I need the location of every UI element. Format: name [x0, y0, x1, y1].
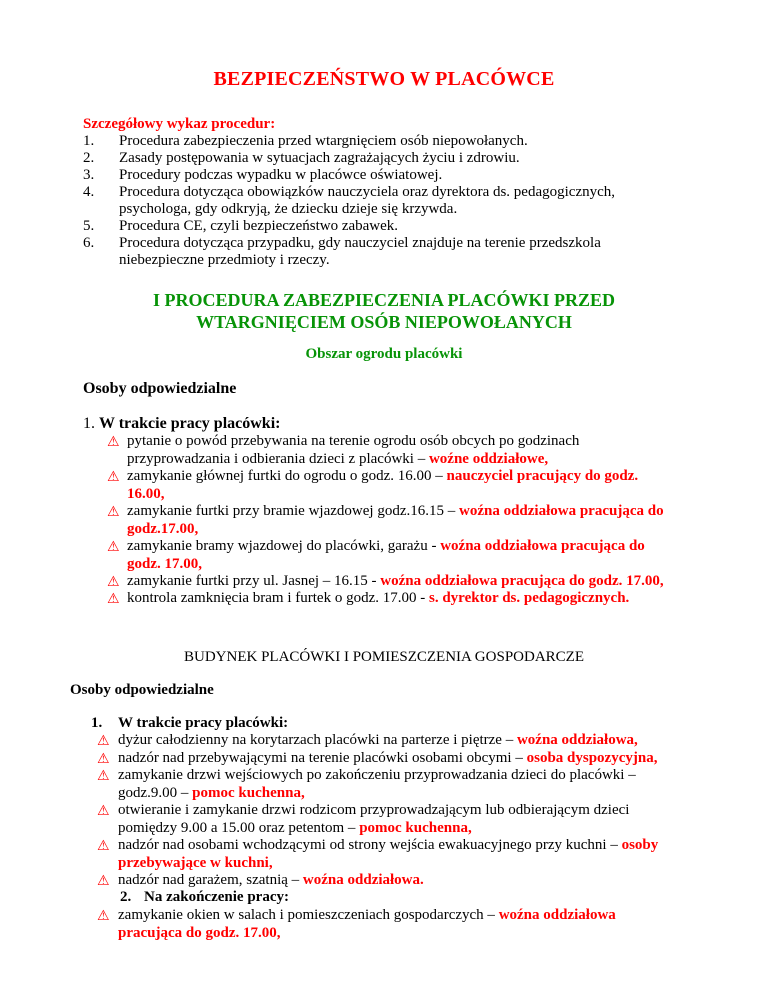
building-heading-2: 2. Na zakończenie pracy:	[120, 889, 289, 905]
warning-bullet-icon: ⚠	[97, 803, 110, 819]
procedure-item: 1. Procedura zabezpieczenia przed wtargnięciem osób niepowołanych.	[83, 133, 528, 149]
warning-bullet-icon: ⚠	[97, 733, 110, 749]
list-item: ⚠ dyżur całodzienny na korytarzach placówki na parterze i piętrze – woźna oddziałowa,	[97, 732, 638, 749]
procedure-item-cont: psychologa, gdy odkryją, że dziecku dzieje się krzywda.	[119, 201, 458, 217]
section1-title: I PROCEDURA ZABEZPIECZENIA PLACÓWKI PRZED WTARGNIĘCIEM OSÓB NIEPOWOŁANYCH	[152, 290, 616, 332]
warning-bullet-icon: ⚠	[107, 591, 120, 607]
list-item: ⚠ otwieranie i zamykanie drzwi rodzicom przyprowadzającym lub odbierającym dzieci pomiędzy 9.00 a 15.00 oraz petentom – pomoc kuchenna,	[97, 802, 630, 836]
warning-bullet-icon: ⚠	[97, 838, 110, 854]
list-item: ⚠ zamykanie drzwi wejściowych po zakończeniu przyprowadzania dzieci do placówki – godz.9.00 – pomoc kuchenna,	[97, 767, 636, 801]
building-heading-1: 1. W trakcie pracy placówki:	[91, 715, 289, 731]
procedure-item: 4. Procedura dotycząca obowiązków nauczyciela oraz dyrektora ds. pedagogicznych,	[83, 184, 616, 200]
work-heading: 1. W trakcie pracy placówki:	[83, 415, 281, 432]
list-item: ⚠ zamykanie furtki przy ul. Jasnej – 16.15 - woźna oddziałowa pracująca do godz. 17.00,	[107, 573, 664, 590]
responsible-label: Osoby odpowiedzialne	[83, 380, 237, 397]
warning-bullet-icon: ⚠	[107, 434, 120, 450]
warning-bullet-icon: ⚠	[107, 504, 120, 520]
warning-bullet-icon: ⚠	[97, 873, 110, 889]
warning-bullet-icon: ⚠	[107, 539, 120, 555]
building-title: BUDYNEK PLACÓWKI I POMIESZCZENIA GOSPODARCZE	[183, 649, 584, 665]
list-item: ⚠ nadzór nad garażem, szatnią – woźna oddziałowa.	[97, 872, 424, 889]
list-item: ⚠ zamykanie okien w salach i pomieszczeniach gospodarczych – woźna oddziałowa pracująca do godz. 17.00,	[97, 907, 616, 941]
list-item: ⚠ nadzór nad przebywającymi na terenie placówki osobami obcymi – osoba dyspozycyjna,	[97, 750, 658, 767]
list-item: ⚠ zamykanie bramy wjazdowej do placówki, garażu - woźna oddziałowa pracująca do godz. 17.00,	[107, 538, 645, 572]
procedures-heading: Szczegółowy wykaz procedur:	[83, 116, 276, 132]
warning-bullet-icon: ⚠	[97, 768, 110, 784]
list-item: ⚠ kontrola zamknięcia bram i furtek o godz. 17.00 - s. dyrektor ds. pedagogicznych.	[107, 590, 630, 607]
procedure-item: 2. Zasady postępowania w sytuacjach zagrażających życiu i zdrowiu.	[83, 150, 520, 166]
procedure-list	[83, 133, 615, 269]
warning-bullet-icon: ⚠	[97, 751, 110, 767]
list-item: ⚠ zamykanie głównej furtki do ogrodu o godz. 16.00 – nauczyciel pracujący do godz. 16.00,	[107, 468, 639, 502]
responsible-label: Osoby odpowiedzialne	[70, 682, 214, 698]
warning-bullet-icon: ⚠	[107, 469, 120, 485]
list-item: ⚠ zamykanie furtki przy bramie wjazdowej godz.16.15 – woźna oddziałowa pracująca do godz.17.00,	[107, 503, 664, 537]
procedure-item: 3. Procedury podczas wypadku w placówce oświatowej.	[83, 167, 443, 183]
warning-bullet-icon: ⚠	[97, 908, 110, 924]
list-item: ⚠ nadzór nad osobami wchodzącymi od strony wejścia ewakuacyjnego przy kuchni – osoby przebywające w kuchni,	[97, 837, 659, 871]
procedure-item: 5. Procedura CE, czyli bezpieczeństwo zabawek.	[83, 218, 399, 234]
document-title: BEZPIECZEŃSTWO W PLACÓWCE	[213, 68, 555, 90]
list-item: ⚠ pytanie o powód przebywania na terenie ogrodu osób obcych po godzinach przyprowadzania i odbierania dzieci z placówki – woźne oddziałowe,	[107, 433, 580, 467]
warning-bullet-icon: ⚠	[107, 574, 120, 590]
area-title: Obszar ogrodu placówki	[305, 346, 463, 362]
procedure-item: 6. Procedura dotycząca przypadku, gdy nauczyciel znajduje na terenie przedszkola	[83, 235, 601, 251]
procedure-item-cont: niebezpieczne przedmioty i rzeczy.	[119, 252, 330, 268]
